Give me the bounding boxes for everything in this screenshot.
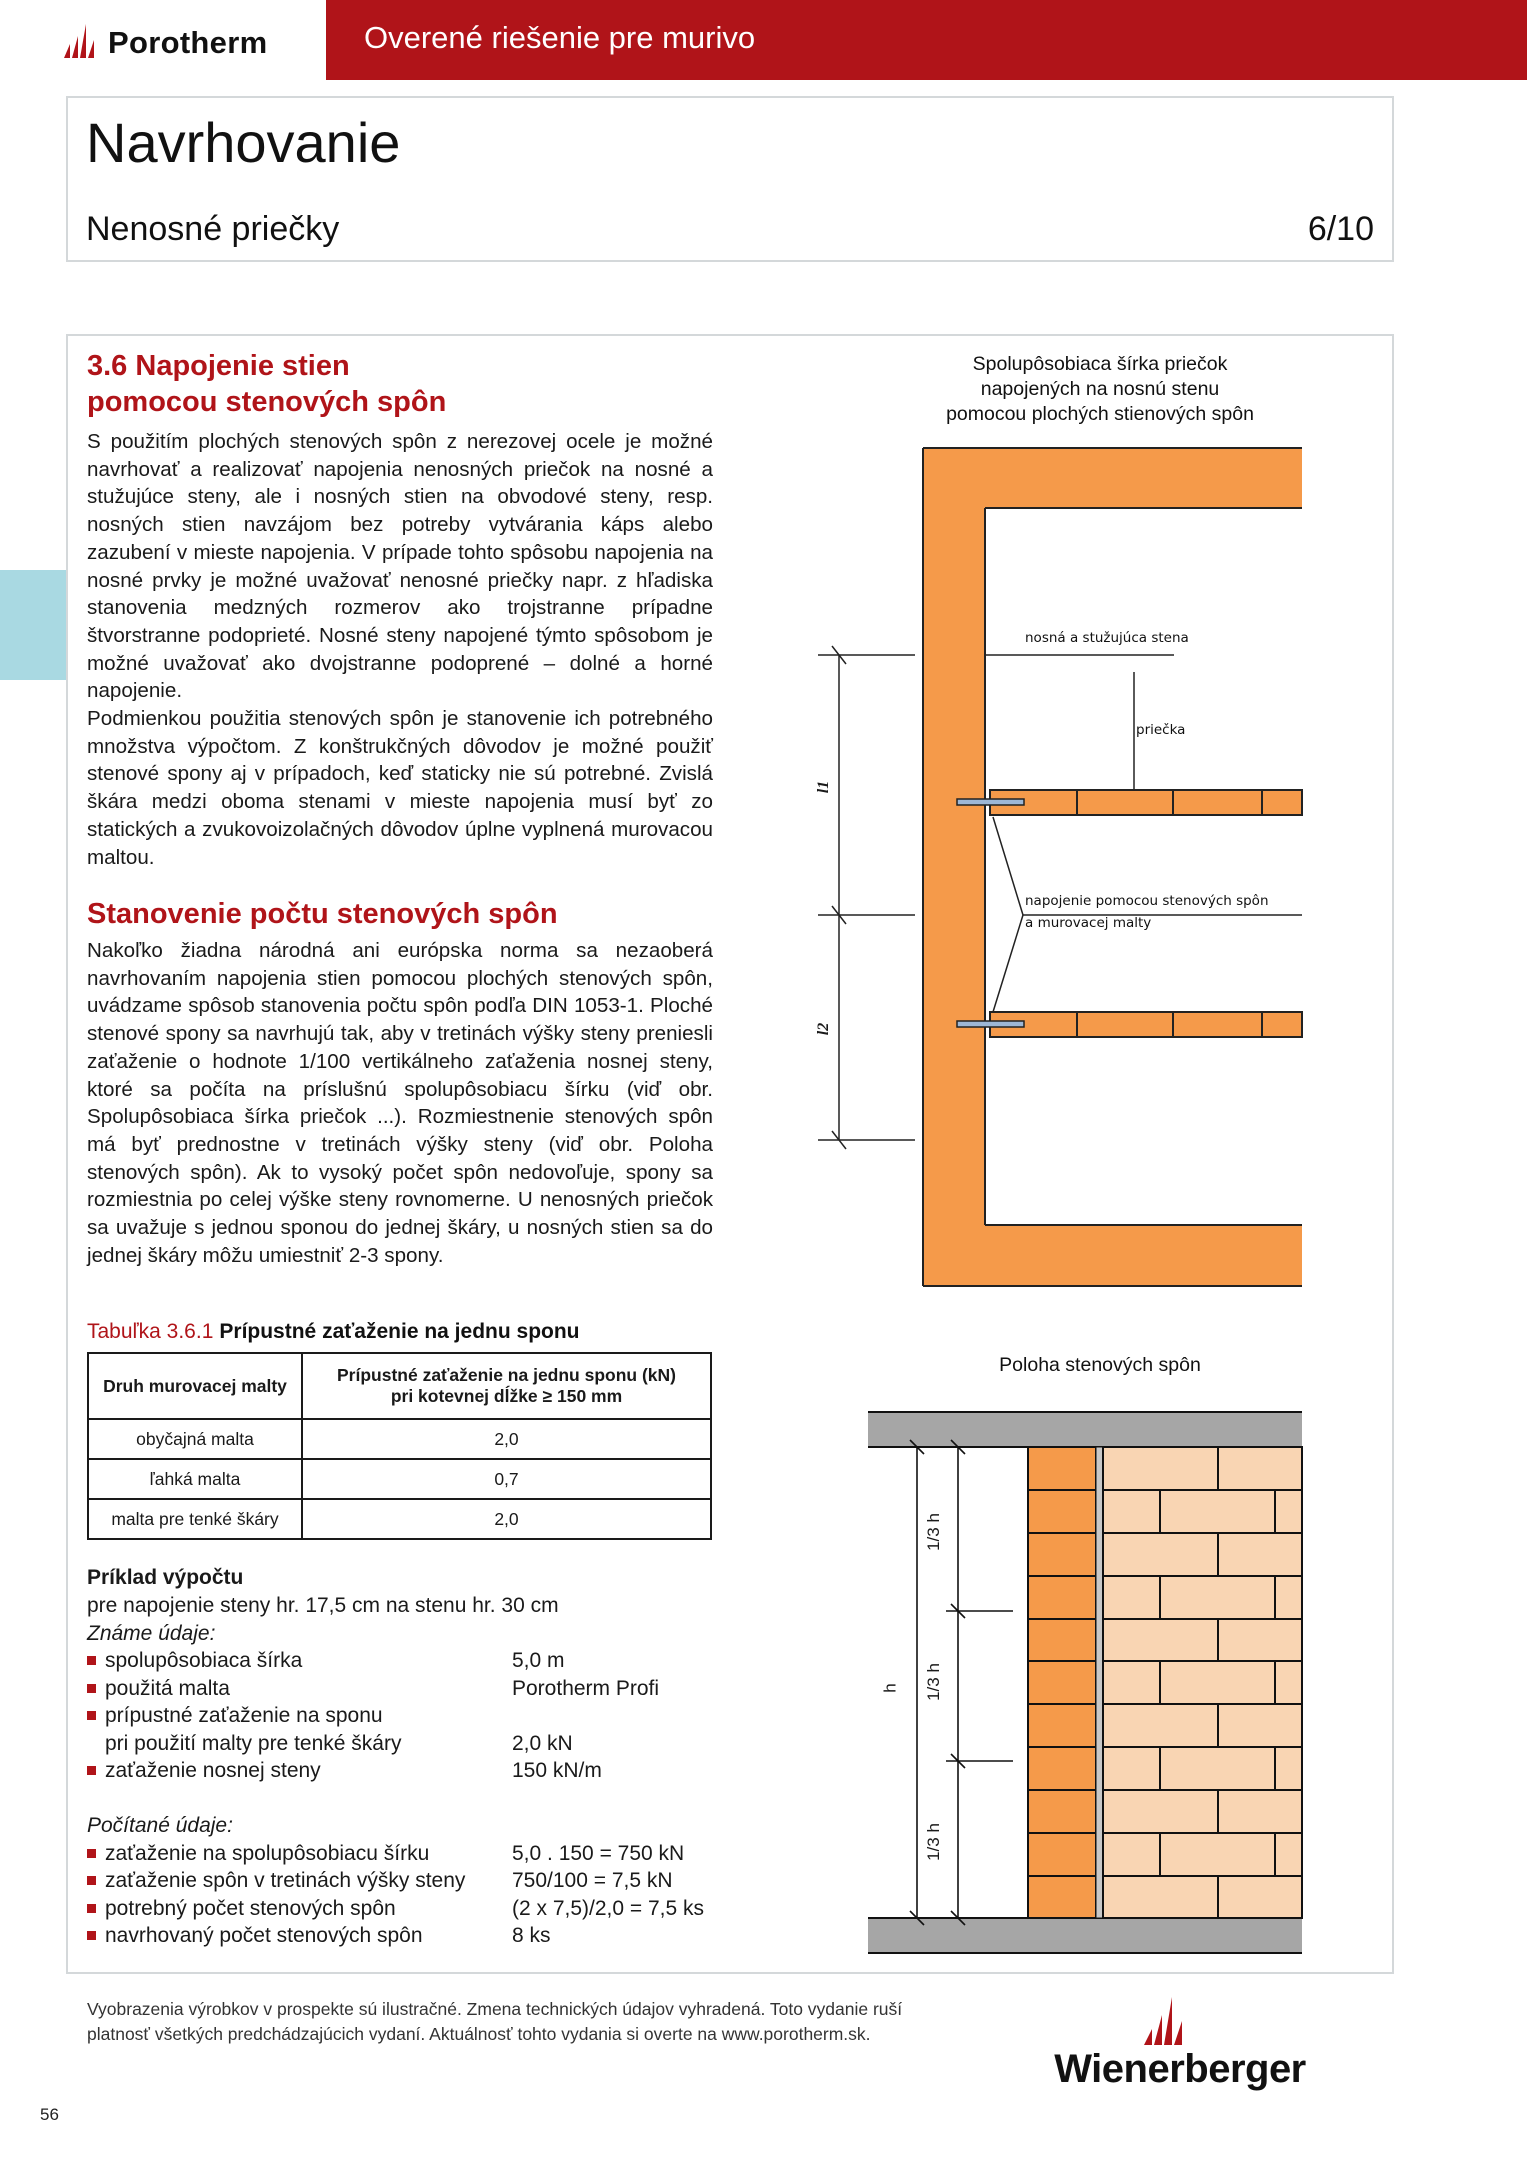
label-connection-line2: a murovacej malty: [1025, 915, 1152, 931]
bullet-icon: [87, 1656, 96, 1665]
paragraph-3: Nakoľko žiadna národná ani európska norma sa nezaoberá navrhovaním napojenia stien pomocou plochých stenových spôn, uvádzame spôsob stanovenia počtu spôn podľa DIN 1053-1. Ploché stenové spony sa navrhujú tak, aby v tretinách výšky steny preniesli zaťaženie o hodnote 1/100 vertikálneho zaťaženia nosnej steny, ktoré sa počíta na príslušnú spolupôsobiacu šírku (viď obr. Spolupôsobiaca šírka priečok ...). Rozmiestnenie stenových spôn má byť prednostne v tretinách výšky steny (viď obr. Poloha stenových spôn). Ak to vysoký počet spôn nedovoľuje, spony sa rozmiestnia po celej výške steny rovnomerne. U nenosných priečok sa uvažuje s jednou sponou do jednej škáry, u nosných stien sa do jednej škáry môžu umiestniť 2-3 spony.: [87, 939, 713, 1267]
table-number: Tabuľka 3.6.1: [87, 1320, 214, 1343]
page-title: Navrhovanie: [86, 111, 401, 174]
item-label: zaťaženie na spolupôsobiacu šírku: [105, 1842, 430, 1865]
item-value: 5,0 m: [512, 1649, 565, 1672]
section-heading: [87, 348, 446, 420]
bullet-icon: [87, 1849, 96, 1858]
item-label: použitá malta: [105, 1677, 230, 1700]
diagram1-caption: [900, 352, 1300, 427]
cell-mortar: obyčajná malta: [88, 1419, 302, 1459]
computed-item: [87, 1840, 727, 1868]
dim-label-h: h: [880, 1683, 900, 1693]
header-load: [302, 1353, 711, 1419]
porotherm-logo: [62, 18, 267, 58]
example-subtitle: pre napojenie steny hr. 17,5 cm na stenu hr. 30 cm: [87, 1594, 559, 1617]
section-heading-line2: pomocou stenových spôn: [87, 386, 447, 418]
computed-item: [87, 1922, 727, 1950]
label-connection-line1: napojenie pomocou stenových spôn: [1025, 893, 1269, 909]
item-value: 5,0 . 150 = 750 kN: [512, 1842, 685, 1865]
bullet-icon: [87, 1766, 96, 1775]
known-data-label: Známe údaje:: [87, 1622, 216, 1645]
load-table: [87, 1352, 712, 1540]
dim-label-third-bottom: 1/3 h: [923, 1823, 943, 1861]
table-title: Prípustné zaťaženie na jednu sponu: [219, 1320, 580, 1343]
item-value: 750/100 = 7,5 kN: [512, 1869, 673, 1892]
item-label: zaťaženie spôn v tretinách výšky steny: [105, 1869, 466, 1892]
bullet-icon: [87, 1931, 96, 1940]
diagram1-caption-line2: napojených na nosnú stenu: [980, 378, 1220, 400]
diagram1-caption-line1: Spolupôsobiaca šírka priečok: [972, 353, 1228, 375]
known-item: [87, 1757, 727, 1785]
table-row: [88, 1459, 711, 1499]
item-label: potrebný počet stenových spôn: [105, 1897, 396, 1920]
page-number: 56: [40, 2105, 59, 2124]
known-item: [87, 1675, 727, 1703]
item-value: 2,0 kN: [512, 1732, 573, 1755]
diagram1-plan-drawing: [800, 440, 1320, 1300]
table-caption: [87, 1320, 580, 1344]
item-label: pri použití malty pre tenké škáry: [105, 1732, 402, 1755]
subsection-heading: Stanovenie počtu stenových spôn: [87, 898, 558, 930]
item-label: spolupôsobiaca šírka: [105, 1649, 303, 1672]
dim-label-third-top: 1/3 h: [923, 1513, 943, 1551]
label-load-bearing-wall: nosná a stužujúca stena: [1025, 630, 1189, 646]
paragraph-1: S použitím plochých stenových spôn z nerezovej ocele je možné navrhovať a realizovať napojenia nenosných priečok na nosné a stužujúce steny, ale i nosných stien na obvodové steny, resp. nosných stien navzájom bez potreby vytvárania káps alebo zazubení v mieste napojenia. V prípade tohto spôsobu napojenia na nosné prvky je možné uvažovať nenosné priečky napr. z hľadiska stanovenia medzných rozmerov ako trojstranne prípadne štvorstranne podoprieté. Nosné steny napojené týmto spôsobom je možné uvažovať ako dvojstranne podoprené – dolné a horné napojenie.: [87, 430, 713, 703]
header-mortar: Druh murovacej malty: [88, 1353, 302, 1419]
page-subtitle: Nenosné priečky: [86, 210, 340, 248]
section-page-indicator: 6/10: [1307, 210, 1374, 248]
header-load-line1: Prípustné zaťaženie na jednu sponu (kN): [337, 1365, 676, 1385]
item-label: prípustné zaťaženie na sponu: [105, 1704, 383, 1727]
title-box: [66, 96, 1394, 262]
table-header-row: [88, 1353, 711, 1419]
item-label: navrhovaný počet stenových spôn: [105, 1924, 423, 1947]
dim-label-l1: l1: [815, 780, 833, 794]
porotherm-logo-icon: [62, 18, 102, 58]
dim-label-l2: l2: [815, 1022, 833, 1036]
wienerberger-logo-icon: [1142, 1995, 1188, 2045]
cell-value: 0,7: [302, 1459, 711, 1499]
wienerberger-wordmark: Wienerberger: [1054, 2047, 1306, 2091]
known-item: [87, 1647, 727, 1675]
computed-item: [87, 1867, 727, 1895]
cell-mortar: ľahká malta: [88, 1459, 302, 1499]
item-value: Porotherm Profi: [512, 1677, 660, 1700]
bullet-icon: [87, 1904, 96, 1913]
logo-text: Porotherm: [108, 25, 268, 60]
computed-item: [87, 1895, 727, 1923]
footer-disclaimer: Vyobrazenia výrobkov v prospekte sú ilustračné. Zmena technických údajov vyhradená. Toto vydanie ruší platnosť všetkých predchádzajúcich vydaní. Aktuálnosť tohto vydania si overte na www.porotherm.sk.: [87, 1999, 903, 2044]
diagram1-caption-line3: pomocou plochých stienových spôn: [946, 403, 1254, 425]
dim-label-third-middle: 1/3 h: [923, 1663, 943, 1701]
header-load-line2: pri kotevnej dĺžke ≥ 150 mm: [390, 1386, 623, 1406]
example-title: Príklad výpočtu: [87, 1566, 244, 1589]
chapter-tab-marker: [0, 570, 66, 680]
table-row: [88, 1499, 711, 1539]
known-item: [87, 1730, 727, 1758]
header-banner: [326, 0, 1527, 80]
label-partition: priečka: [1136, 722, 1186, 738]
known-item: [87, 1702, 727, 1730]
item-value: (2 x 7,5)/2,0 = 7,5 ks: [512, 1897, 705, 1920]
item-label: zaťaženie nosnej steny: [105, 1759, 321, 1782]
bullet-icon: [87, 1684, 96, 1693]
table-row: [88, 1419, 711, 1459]
bullet-icon: [87, 1876, 96, 1885]
diagram2-caption: Poloha stenových spôn: [999, 1354, 1201, 1376]
wienerberger-logo: [1030, 1995, 1330, 2095]
item-value: 150 kN/m: [512, 1759, 602, 1782]
bullet-icon: [87, 1711, 96, 1720]
cell-value: 2,0: [302, 1499, 711, 1539]
section-heading-line1: 3.6 Napojenie stien: [87, 350, 350, 382]
banner-tagline: Overené riešenie pre murivo: [364, 20, 756, 55]
item-value: 8 ks: [512, 1924, 551, 1947]
intro-paragraphs: [87, 428, 713, 871]
paragraph-2: Podmienkou použitia stenových spôn je stanovenie ich potrebného množstva výpočtom. Z konštrukčných dôvodov je možné použiť stenové spony aj v prípadoch, keď staticky nie sú potrebné. Zvislá škára medzi oboma stenami v mieste napojenia musí byť zo statických a zvukovoizolačných dôvodov úplne vyplnená murovacou maltou.: [87, 707, 713, 869]
computed-data-label: Počítané údaje:: [87, 1814, 233, 1837]
cell-mortar: malta pre tenké škáry: [88, 1499, 302, 1539]
cell-value: 2,0: [302, 1419, 711, 1459]
